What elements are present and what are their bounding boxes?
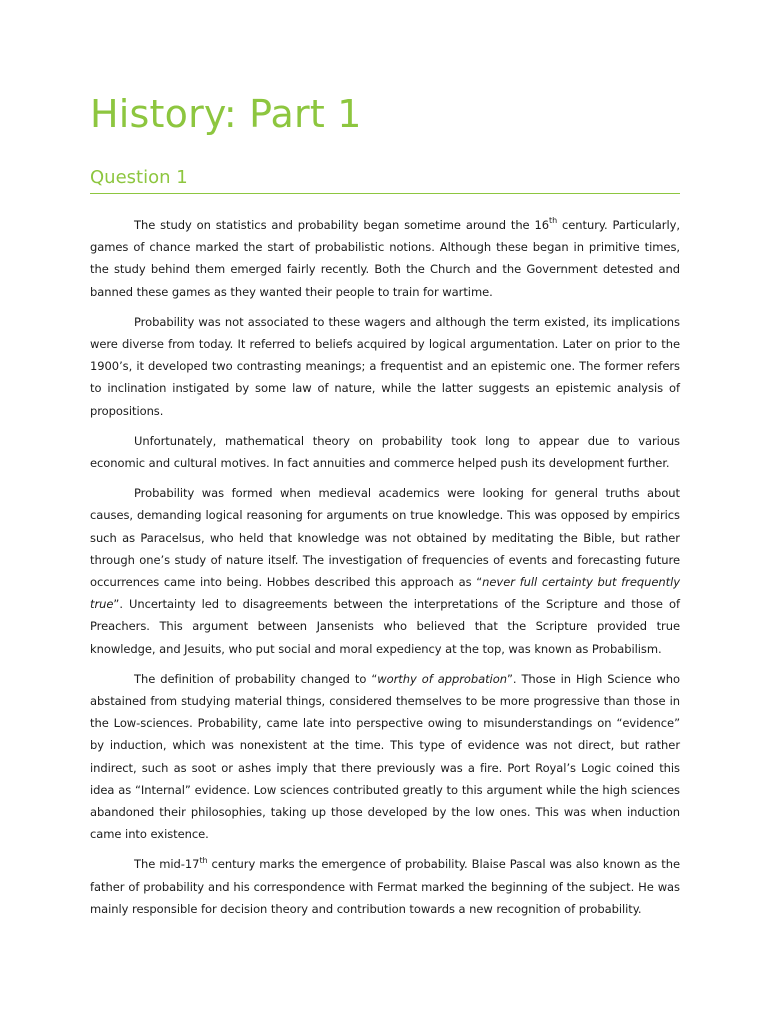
paragraph-6-superscript: th xyxy=(199,855,208,865)
paragraph-2: Probability was not associated to these wagers and although the term existed, its implications were diverse from today. It referred to beliefs acquired by logical argumentation. Later on prior to the 1900’s, it developed two contrasting meanings; a frequentist and an epistemic one. The former refers to inclination instigated by some law of nature, while the latter suggests an epistemic analysis of propositions. xyxy=(90,314,680,418)
paragraph-6-text-a: The mid-17 xyxy=(134,857,200,872)
paragraph-4-text-a: Probability was formed when medieval academics were looking for general truths about causes, demanding logical reasoning for arguments on true knowledge. This was opposed by empirics such as Paracelsus, who held that knowledge was not obtained by meditating the Bible, but rather through one’s study of nature itself. The investigation of frequencies of events and forecasting future occurrences came into being. Hobbes described this approach as “ xyxy=(90,486,680,590)
paragraph-1 xyxy=(90,214,680,303)
section-heading: Question 1 xyxy=(90,166,680,194)
paragraph-4-text-b: ”. Uncertainty led to disagreements between the interpretations of the Scripture and those of Preachers. This argument between Jansenists who believed that the Scripture provided true knowledge, and Jesuits, who put social and moral expediency at the top, was known as Probabilism. xyxy=(90,597,680,656)
paragraph-1-text-a: The study on statistics and probability began sometime around the 16 xyxy=(134,218,549,232)
paragraph-3: Unfortunately, mathematical theory on probability took long to appear due to various economic and cultural motives. In fact annuities and commerce helped push its development further. xyxy=(90,433,680,471)
paragraph-6 xyxy=(90,853,680,920)
document-body xyxy=(90,214,680,928)
paragraph-1-superscript: th xyxy=(549,216,558,226)
paragraph-1-text-b: century. Particularly, games of chance marked the start of probabilistic notions. Although these began in primitive times, the study behind them emerged fairly recently. Both the Church and the Government detested and banned these games as they wanted their people to train for wartime. xyxy=(90,218,680,299)
paragraph-5-text-a: The definition of probability changed to “ xyxy=(134,671,378,686)
paragraph-6-text-b: century marks the emergence of probability. Blaise Pascal was also known as the father of probability and his correspondence with Fermat marked the beginning of the subject. He was mainly responsible for decision theory and contribution towards a new recognition of probability. xyxy=(90,857,680,916)
page-title: History: Part 1 xyxy=(90,92,362,136)
paragraph-5-quote: worthy of approbation xyxy=(377,671,507,686)
paragraph-5 xyxy=(90,668,680,846)
paragraph-4-quote: never full certainty but frequently true xyxy=(90,575,680,612)
paragraph-5-text-b: ”. Those in High Science who abstained from studying material things, considered themselves to be more progressive than those in the Low-sciences. Probability, came late into perspective owing to misunderstandings on “evidence” by induction, which was nonexistent at the time. This type of evidence was not direct, but rather indirect, such as soot or ashes imply that there previously was a fire. Port Royal’s Logic coined this idea as “Internal” evidence. Low sciences contributed greatly to this argument while the high sciences abandoned their philosophies, taking up those developed by the low ones. This was when induction came into existence. xyxy=(90,671,681,842)
paragraph-4 xyxy=(90,482,680,660)
